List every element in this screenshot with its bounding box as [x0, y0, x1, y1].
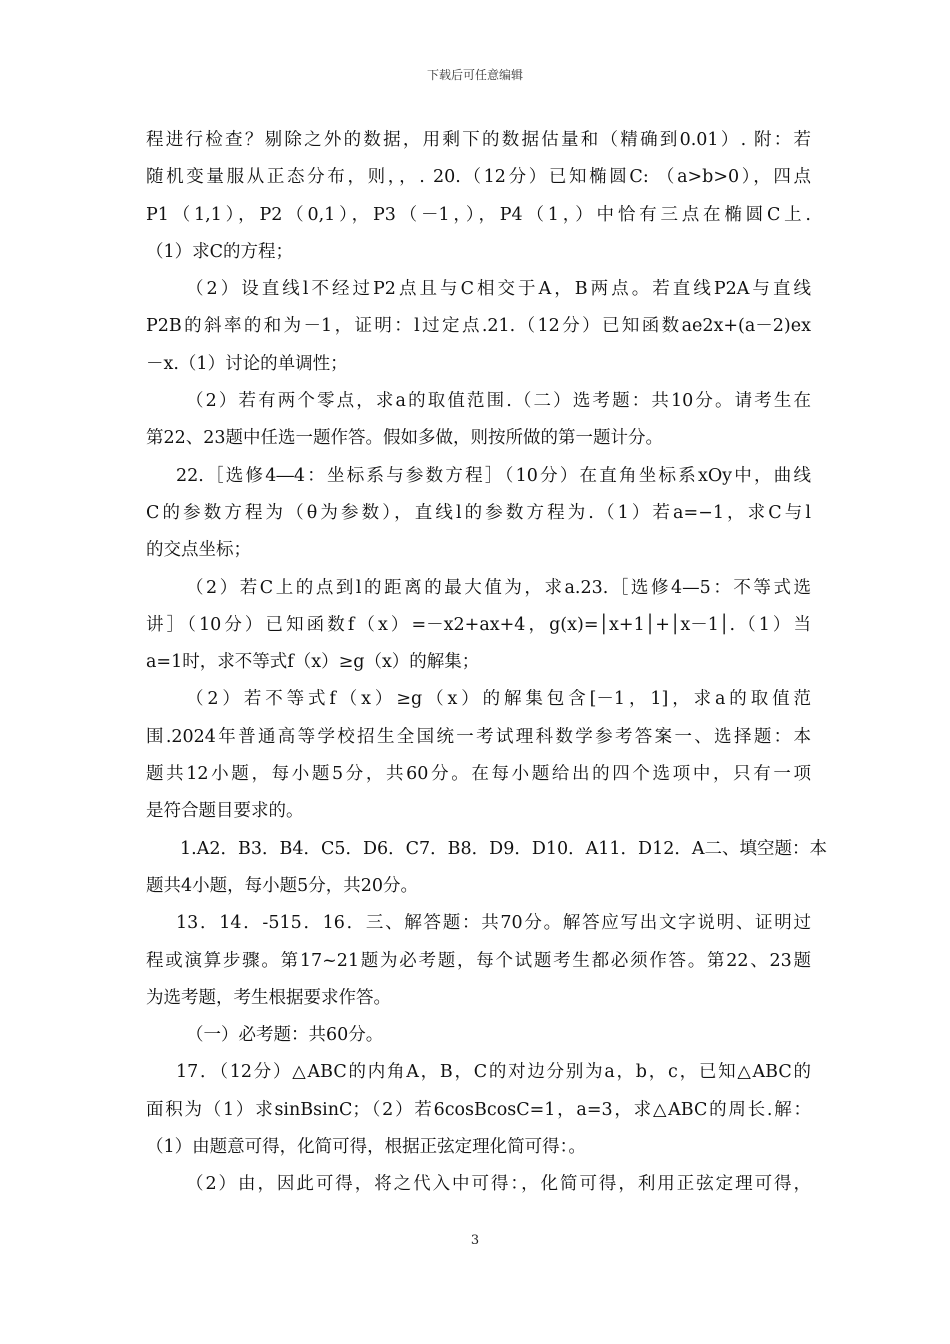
text-line: 22.［选修4―4：坐标系与参数方程］（10分）在直角坐标系xOy中，曲线	[176, 465, 811, 486]
text-line: 面积为（1）求sinBsinC；（2）若6cosBcosC=1，a=3，求△ABC的周长.解：	[146, 1099, 811, 1120]
text-line: 第22、23题中任选一题作答。假如多做，则按所做的第一题计分。	[146, 428, 664, 449]
text-line: P2B的斜率的和为－1，证明：l过定点.21.（12分）已知函数ae2x+(a－2)ex	[146, 316, 811, 337]
text-line: 是符合题目要求的。	[146, 801, 304, 822]
text-line: 随机变量服从正态分布，则，，. 20.（12分）已知椭圆C: （a>b>0），四点	[146, 167, 811, 188]
text-line: 17．（12分）△ABC的内角A，B，C的对边分别为a，b，c，已知△ABC的	[176, 1062, 811, 1083]
page-number: 3	[470, 1233, 480, 1248]
text-line: （2）设直线l不经过P2点且与C相交于A，B两点。若直线P2A与直线	[186, 279, 811, 300]
text-line: （2）若有两个零点，求a的取值范围.（二）选考题：共10分。请考生在	[186, 391, 811, 412]
text-line: 程进行检查？剔除之外的数据，用剩下的数据估量和（精确到0.01）. 附：若	[146, 130, 811, 150]
text-line: a=1时，求不等式f（x）≥g（x）的解集；	[146, 652, 480, 673]
text-line: 题共4小题，每小题5分，共20分。	[146, 875, 419, 896]
text-line: （2）若不等式f（x）≥g（x）的解集包含[－1，1]，求a的取值范	[186, 689, 811, 710]
text-line: P1（1,1），P2（0,1），P3（－1，），P4（1，）中恰有三点在椭圆C上.	[146, 204, 811, 225]
text-line: 围.2024年普通高等学校招生全国统一考试理科数学参考答案一、选择题：本	[146, 726, 811, 747]
text-line: 1.A2．B3．B4．C5．D6．C7．B8．D9．D10．A11．D12．A二、填空题：本	[180, 838, 827, 859]
text-line: 程或演算步骤。第17~21题为必考题，每个试题考生都必须作答。第22、23题	[146, 950, 811, 971]
text-line: （2）若C上的点到l的距离的最大值为，求a.23.［选修4—5：不等式选	[186, 577, 811, 598]
text-line: 讲］（10分）已知函数f（x）=－x2+ax+4，g(x)=│x+1│+│x－1│.（1）当	[146, 614, 811, 635]
text-line: －x.（1）讨论的单调性；	[146, 353, 348, 374]
text-line: （一）必考题：共60分。	[186, 1025, 384, 1046]
document-body	[146, 122, 827, 1204]
text-line: （1）求C的方程；	[146, 241, 294, 262]
page-header: 下载后可任意编辑	[426, 68, 523, 82]
text-line: （2）由，因此可得，将之代入中可得：，化简可得，利用正弦定理可得，	[186, 1174, 811, 1195]
text-line: （1）由题意可得，化简可得，根据正弦定理化简可得：。	[146, 1137, 586, 1158]
text-line: 为选考题，考生根据要求作答。	[146, 987, 391, 1008]
text-line: C的参数方程为（θ为参数），直线l的参数方程为.（1）若a=−1，求C与l	[146, 502, 811, 523]
text-line: 13．14．-515．16．三、解答题：共70分。解答应写出文字说明、证明过	[176, 913, 811, 934]
text-line: 题共12小题，每小题5分，共60分。在每小题给出的四个选项中，只有一项	[146, 764, 811, 785]
text-line: 的交点坐标；	[146, 540, 251, 561]
